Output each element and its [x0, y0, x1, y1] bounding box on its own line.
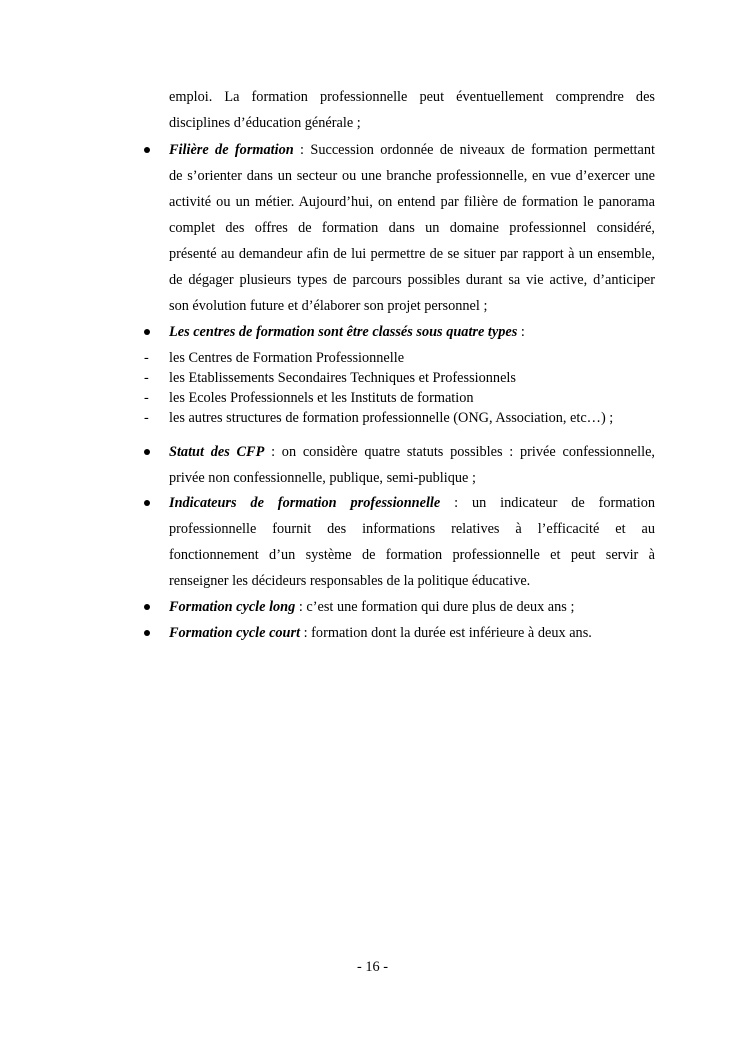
bullet-icon [144, 630, 150, 636]
dash-marker: - [144, 390, 149, 406]
page-number: - 16 - [357, 959, 388, 975]
term-label: Statut des CFP [169, 444, 265, 460]
definition-text: : formation dont la durée est inférieure à deux ans. [300, 625, 592, 641]
term-label: Les centres de formation sont être classés sous quatre types [169, 324, 518, 340]
text-line: fonctionnement d’un système de formation professionnelle et peut servir à [169, 547, 655, 563]
term-label: Formation cycle long [169, 599, 296, 615]
definition-filiere [169, 137, 655, 319]
bullet-icon [144, 449, 150, 455]
text-line: de dégager plusieurs types de parcours possibles durant sa vie active, d’anticiper [169, 272, 655, 288]
definition-centres [169, 319, 655, 345]
definition-text: : Succession ordonnée de niveaux de formation permettant [293, 142, 655, 158]
text-line [169, 137, 655, 163]
definition-text: : c’est une formation qui dure plus de deux ans ; [295, 599, 575, 615]
definition-text: : un indicateur de formation [440, 495, 655, 511]
definition-cycle-court [169, 620, 655, 646]
bullet-icon [144, 147, 150, 153]
list-item: les Etablissements Secondaires Techniques et Professionnels [169, 370, 516, 386]
definition-cycle-long [169, 594, 655, 620]
dash-marker: - [144, 410, 149, 426]
definition-statut [169, 439, 655, 491]
text-line: disciplines d’éducation générale ; [169, 115, 361, 131]
text-line [169, 620, 655, 646]
text-line: son évolution future et d’élaborer son projet personnel ; [169, 298, 488, 314]
definition-indicateurs [169, 490, 655, 594]
list-item: les Centres de Formation Professionnelle [169, 350, 405, 366]
text-line: professionnelle fournit des informations relatives à l’efficacité et au [169, 521, 655, 537]
definition-text: : on considère quatre statuts possibles : privée confessionnelle, [264, 444, 655, 460]
text-line [169, 490, 655, 516]
definition-text: : [517, 324, 525, 340]
list-item: les autres structures de formation professionnelle (ONG, Association, etc…) ; [169, 410, 614, 426]
dash-marker: - [144, 370, 149, 386]
bullet-icon [144, 329, 150, 335]
bullet-icon [144, 604, 150, 610]
term-label: Formation cycle court [169, 625, 301, 641]
bullet-icon [144, 500, 150, 506]
text-line: complet des offres de formation dans un domaine professionnel considéré, [169, 220, 655, 236]
dash-marker: - [144, 350, 149, 366]
text-line: emploi. La formation professionnelle peut éventuellement comprendre des [169, 89, 655, 105]
term-label: Filière de formation [169, 142, 294, 158]
text-line: de s’orienter dans un secteur ou une branche professionnelle, en vue d’exercer une [169, 168, 655, 184]
text-line: renseigner les décideurs responsables de la politique éducative. [169, 573, 531, 589]
text-line [169, 439, 655, 465]
text-line: présenté au demandeur afin de lui permettre de se situer par rapport à un ensemble, [169, 246, 655, 262]
text-line [169, 594, 655, 620]
text-line: activité ou un métier. Aujourd’hui, on entend par filière de formation le panorama [169, 194, 655, 210]
continuation-paragraph [169, 84, 655, 136]
text-line [169, 319, 655, 345]
list-item: les Ecoles Professionnels et les Instituts de formation [169, 390, 474, 406]
term-label: Indicateurs de formation professionnelle [169, 495, 441, 511]
text-line: privée non confessionnelle, publique, semi-publique ; [169, 470, 476, 486]
